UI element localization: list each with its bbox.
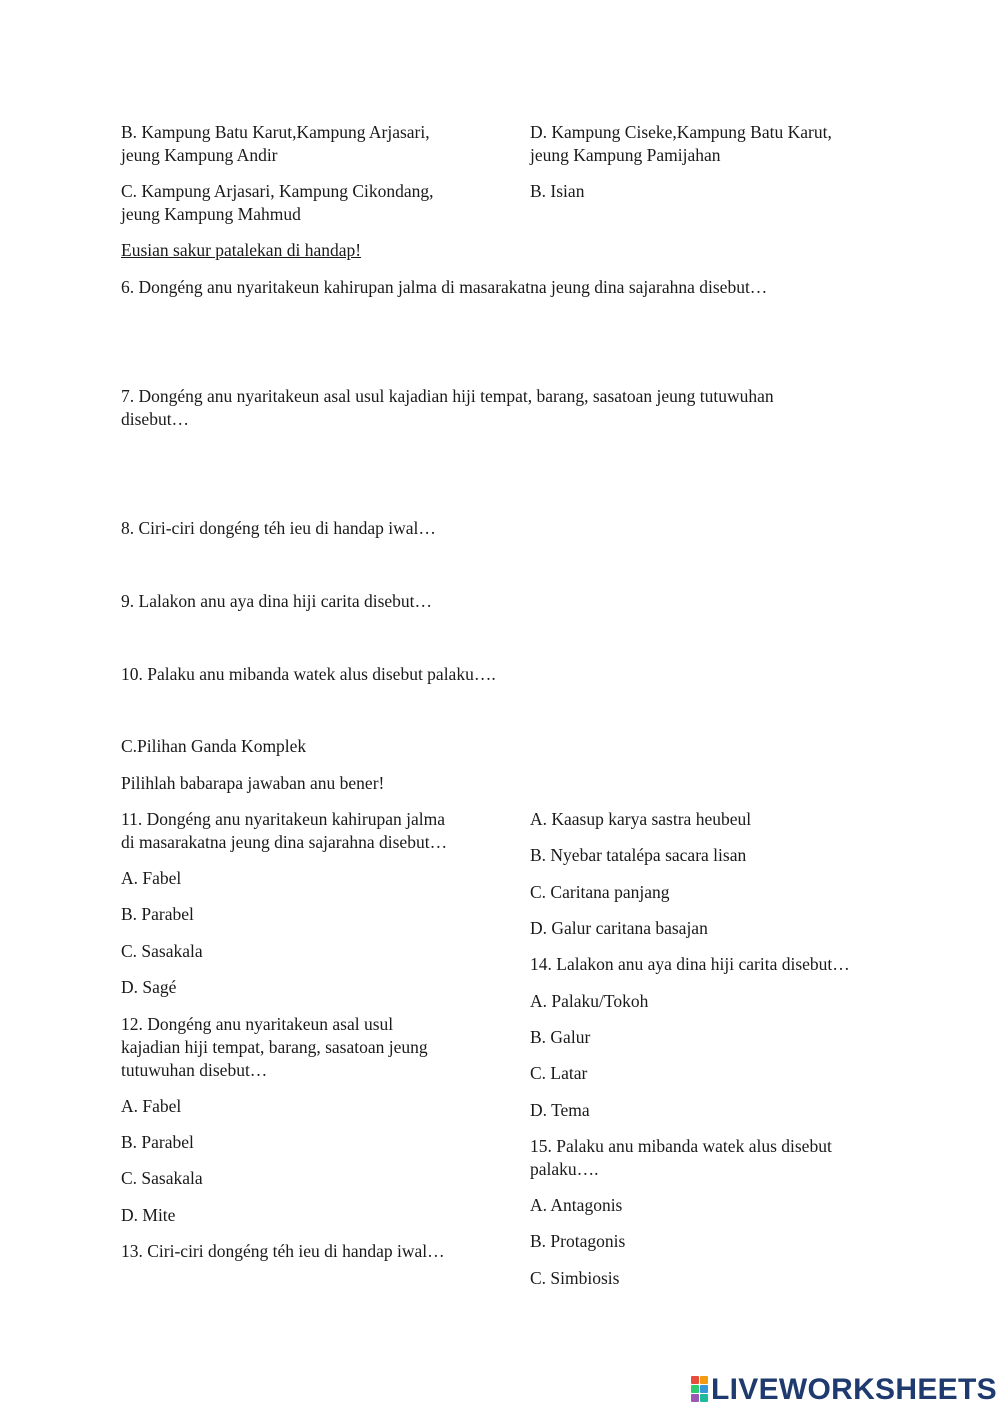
- q15-option-a: A. Antagonis: [530, 1195, 623, 1215]
- question-9: 9. Lalakon anu aya dina hiji carita disebut…: [121, 591, 433, 611]
- logo-tile: [700, 1376, 708, 1384]
- q11-option-b: B. Parabel: [121, 904, 194, 924]
- q12-option-c: C. Sasakala: [121, 1168, 203, 1188]
- logo-tile: [691, 1376, 699, 1384]
- question-14: 14. Lalakon anu aya dina hiji carita disebut…: [530, 954, 850, 974]
- q13-option-a: A. Kaasup karya sastra heubeul: [530, 809, 752, 829]
- q14-option-a: A. Palaku/Tokoh: [530, 991, 649, 1011]
- q12-option-b: B. Parabel: [121, 1132, 194, 1152]
- q13-option-d: D. Galur caritana basajan: [530, 918, 708, 938]
- q11-option-c: C. Sasakala: [121, 941, 203, 961]
- logo-tile: [700, 1385, 708, 1393]
- logo-text: LIVEWORKSHEETS: [711, 1372, 997, 1406]
- option-b-batu-karut: B. Kampung Batu Karut,Kampung Arjasari, jeung Kampung Andir: [121, 122, 430, 165]
- q12-option-d: D. Mite: [121, 1205, 176, 1225]
- section-b-title: B. Isian: [530, 181, 585, 201]
- q11-option-a: A. Fabel: [121, 868, 182, 888]
- logo-tiles-icon: [691, 1376, 708, 1402]
- q14-option-d: D. Tema: [530, 1100, 590, 1120]
- question-15: 15. Palaku anu mibanda watek alus disebut palaku….: [530, 1136, 832, 1179]
- logo-tile: [691, 1394, 699, 1402]
- question-11: 11. Dongéng anu nyaritakeun kahirupan jalma di masarakatna jeung dina sajarahna disebut…: [121, 809, 448, 852]
- section-c-title: C.Pilihan Ganda Komplek: [121, 736, 307, 756]
- liveworksheets-logo: [691, 1372, 997, 1406]
- question-13: 13. Ciri-ciri dongéng téh ieu di handap iwal…: [121, 1241, 445, 1261]
- q15-option-c: C. Simbiosis: [530, 1268, 620, 1288]
- section-c-instruction: Pilihlah babarapa jawaban anu bener!: [121, 773, 385, 793]
- q15-option-b: B. Protagonis: [530, 1231, 626, 1251]
- question-12: 12. Dongéng anu nyaritakeun asal usul kajadian hiji tempat, barang, sasatoan jeung tutuwuhan disebut…: [121, 1014, 428, 1080]
- question-8: 8. Ciri-ciri dongéng téh ieu di handap iwal…: [121, 518, 436, 538]
- question-7: 7. Dongéng anu nyaritakeun asal usul kajadian hiji tempat, barang, sasatoan jeung tutuwuhan disebut…: [121, 386, 774, 429]
- q13-option-c: C. Caritana panjang: [530, 882, 670, 902]
- q14-option-b: B. Galur: [530, 1027, 591, 1047]
- essay-instruction: Eusian sakur patalekan di handap!: [121, 240, 362, 260]
- question-6: 6. Dongéng anu nyaritakeun kahirupan jalma di masarakatna jeung dina sajarahna disebut…: [121, 277, 768, 297]
- q11-option-d: D. Sagé: [121, 977, 177, 997]
- logo-tile: [691, 1385, 699, 1393]
- q14-option-c: C. Latar: [530, 1063, 588, 1083]
- logo-tile: [700, 1394, 708, 1402]
- q13-option-b: B. Nyebar tatalépa sacara lisan: [530, 845, 747, 865]
- option-c-arjasari: C. Kampung Arjasari, Kampung Cikondang, jeung Kampung Mahmud: [121, 181, 434, 224]
- q12-option-a: A. Fabel: [121, 1096, 182, 1116]
- question-10: 10. Palaku anu mibanda watek alus disebut palaku….: [121, 664, 496, 684]
- option-d-ciseke: D. Kampung Ciseke,Kampung Batu Karut, jeung Kampung Pamijahan: [530, 122, 832, 165]
